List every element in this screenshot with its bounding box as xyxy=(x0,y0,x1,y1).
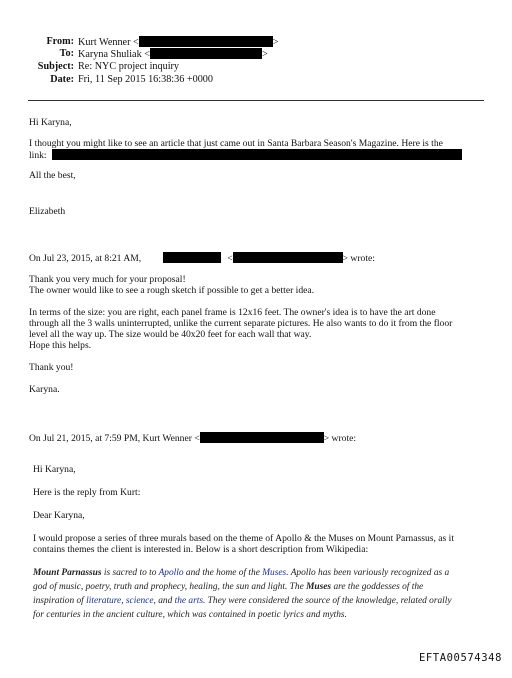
from-label: From: xyxy=(46,36,74,47)
link-literature[interactable]: literature xyxy=(86,596,122,606)
quote-line: contains themes the client is interested in. Below is a short description from Wikipedia: xyxy=(33,544,369,555)
quote-greeting: Hi Karyna, xyxy=(33,464,76,475)
date-value: Fri, 11 Sep 2015 16:38:36 +0000 xyxy=(78,74,213,85)
quote-line: Thank you very much for your proposal! xyxy=(29,274,186,285)
to-label: To: xyxy=(59,48,74,59)
redaction-bar xyxy=(150,48,262,59)
quote-line: through all the 3 walls uninterrupted, unlike the current separate pictures. He also wants to do it from the floor xyxy=(29,318,453,329)
link-apollo[interactable]: Apollo xyxy=(158,568,184,578)
quote-intro: On Jul 21, 2015, at 7:59 PM, Kurt Wenner < > wrote: xyxy=(29,433,357,444)
signature: Elizabeth xyxy=(29,206,66,217)
redaction-bar xyxy=(163,252,221,263)
link-the-arts[interactable]: the arts xyxy=(174,596,203,606)
excerpt-line: Mount Parnassus is sacred to to Apollo and the home of the Muses. Apollo has been variously recognized as a xyxy=(33,568,450,578)
to-value: Karyna Shuliak < > xyxy=(78,49,268,60)
subject-value: Re: NYC project inquiry xyxy=(78,61,180,72)
quote-line: Hope this helps. xyxy=(29,340,92,351)
quote-line: level all the way up. The size would be 40x20 feet for each wall that way. xyxy=(29,329,312,340)
greeting: Hi Karyna, xyxy=(29,117,72,128)
link-muses[interactable]: Muses xyxy=(262,568,287,578)
message-line: I thought you might like to see an article that just came out in Santa Barbara Season's Magazine. Here is the xyxy=(29,138,443,149)
to-row xyxy=(0,48,300,60)
excerpt-line: god of music, poetry, truth and prophecy, healing, the sun and light. The Muses are the goddesses of the xyxy=(33,582,424,592)
excerpt-line: for centuries in the ancient culture, which was contained in poetic lyrics and myths. xyxy=(33,610,347,620)
quote-intro: On Jul 23, 2015, at 8:21 AM, < > wrote: xyxy=(29,253,375,264)
redaction-bar xyxy=(52,149,462,160)
message-line: link: xyxy=(29,149,462,161)
date-row xyxy=(0,74,300,86)
quote-line: In terms of the size: you are right, each panel frame is 12x16 feet. The owner's idea is to have the art done xyxy=(29,307,436,318)
subject-label: Subject: xyxy=(37,61,74,72)
from-value: Kurt Wenner < > xyxy=(78,37,279,48)
header-divider xyxy=(28,100,484,101)
link-science[interactable]: science xyxy=(125,596,154,606)
redaction-bar xyxy=(139,36,273,47)
signoff: All the best, xyxy=(29,170,76,181)
quote-signature: Karyna. xyxy=(29,384,60,395)
document-id: EFTA00574348 xyxy=(418,652,502,664)
excerpt-line: inspiration of literature, science, and the arts. They were considered the source of the knowledge, related orally xyxy=(33,596,452,606)
quote-line: Dear Karyna, xyxy=(33,510,85,521)
quote-thanks: Thank you! xyxy=(29,362,74,373)
subject-row xyxy=(0,61,300,73)
redaction-bar xyxy=(200,432,324,443)
from-row xyxy=(0,36,300,48)
quote-line: The owner would like to see a rough sketch if possible to get a better idea. xyxy=(29,285,315,296)
quote-line: I would propose a series of three murals based on the theme of Apollo & the Muses on Mount Parnassus, as it xyxy=(33,533,454,544)
date-label: Date: xyxy=(50,74,74,85)
redaction-bar xyxy=(233,252,343,263)
quote-line: Here is the reply from Kurt: xyxy=(33,487,141,498)
